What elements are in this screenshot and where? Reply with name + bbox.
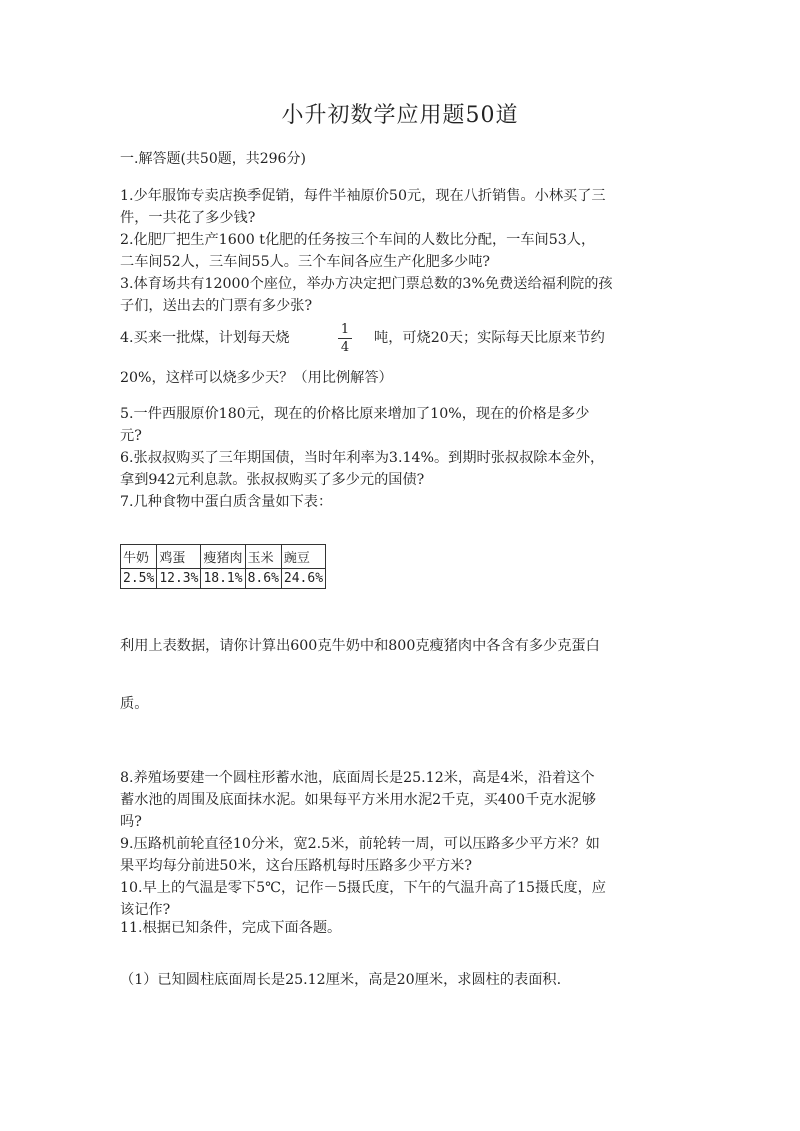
question-7-followup-line-1: 利用上表数据，请你计算出600克牛奶中和800克瘦猪肉中各含有多少克蛋白 <box>120 638 600 654</box>
question-3-line-1: 3.体育场共有12000个座位，举办方决定把门票总数的3%免费送给福利院的孩 <box>120 276 613 292</box>
fraction-bar <box>338 338 352 339</box>
table-cell: 12.3% <box>157 569 201 589</box>
question-10-line-2: 该记作? <box>120 902 171 918</box>
question-9-line-2: 果平均每分前进50米，这台压路机每时压路多少平方米? <box>120 858 472 874</box>
question-5-line-1: 5.一件西服原价180元，现在的价格比原来增加了10%，现在的价格是多少 <box>120 406 590 422</box>
question-4-line-2: 20%，这样可以烧多少天？（用比例解答） <box>120 370 393 386</box>
question-10-line-1: 10.早上的气温是零下5℃，记作－5摄氏度，下午的气温升高了15摄氏度，应 <box>120 880 606 896</box>
question-8-line-3: 吗? <box>120 814 142 830</box>
table-header-cell: 鸡蛋 <box>157 545 201 569</box>
table-header-cell: 豌豆 <box>281 545 325 569</box>
fraction-denominator: 4 <box>340 340 350 355</box>
table-cell: 18.1% <box>201 569 245 589</box>
table-header-cell: 瘦猪肉 <box>201 545 245 569</box>
table-row <box>121 569 326 589</box>
question-4-text-after: 吨，可烧20天；实际每天比原来节约 <box>374 330 605 346</box>
table-cell: 8.6% <box>245 569 281 589</box>
question-2-line-1: 2.化肥厂把生产1600 t化肥的任务按三个车间的人数比分配，一车间53人， <box>120 232 596 248</box>
question-11-part-1: （1）已知圆柱底面周长是25.12厘米，高是20厘米，求圆柱的表面积. <box>120 972 562 988</box>
table-cell: 2.5% <box>121 569 157 589</box>
table-header-cell: 牛奶 <box>121 545 157 569</box>
question-8-line-1: 8.养殖场要建一个圆柱形蓄水池，底面周长是25.12米，高是4米，沿着这个 <box>120 770 595 786</box>
question-6-line-1: 6.张叔叔购买了三年期国债，当时年利率为3.14%。到期时张叔叔除本金外， <box>120 450 605 466</box>
fraction-numerator: 1 <box>340 322 350 337</box>
question-4-text-before: 4.买来一批煤，计划每天烧 <box>120 330 290 346</box>
question-3-line-2: 子们，送出去的门票有多少张? <box>120 298 313 314</box>
question-7-line: 7.几种食物中蛋白质含量如下表： <box>120 494 333 510</box>
question-7-followup-line-2: 质。 <box>120 696 149 712</box>
question-2-line-2: 二车间52人，三车间55人。三个车间各应生产化肥多少吨? <box>120 254 491 270</box>
table-header-cell: 玉米 <box>245 545 281 569</box>
question-9-line-1: 9.压路机前轮直径10分米，宽2.5米，前轮转一周，可以压路多少平方米？如 <box>120 836 600 852</box>
fraction-one-quarter <box>338 322 352 355</box>
page-title: 小升初数学应用题50道 <box>281 103 519 128</box>
table-cell: 24.6% <box>281 569 325 589</box>
question-6-line-2: 拿到942元利息款。张叔叔购买了多少元的国债? <box>120 472 425 488</box>
question-1-line-2: 件，一共花了多少钱? <box>120 210 256 226</box>
question-11-line: 11.根据已知条件，完成下面各题。 <box>120 920 342 936</box>
question-8-line-2: 蓄水池的周围及底面抹水泥。如果每平方米用水泥2千克，买400千克水泥够 <box>120 792 596 808</box>
question-1-line-1: 1.少年服饰专卖店换季促销，每件半袖原价50元，现在八折销售。小林买了三 <box>120 188 606 204</box>
table-header-row <box>121 545 326 569</box>
question-5-line-2: 元? <box>120 428 142 444</box>
protein-table <box>120 544 326 589</box>
section-heading: 一.解答题(共50题，共296分) <box>120 151 306 167</box>
